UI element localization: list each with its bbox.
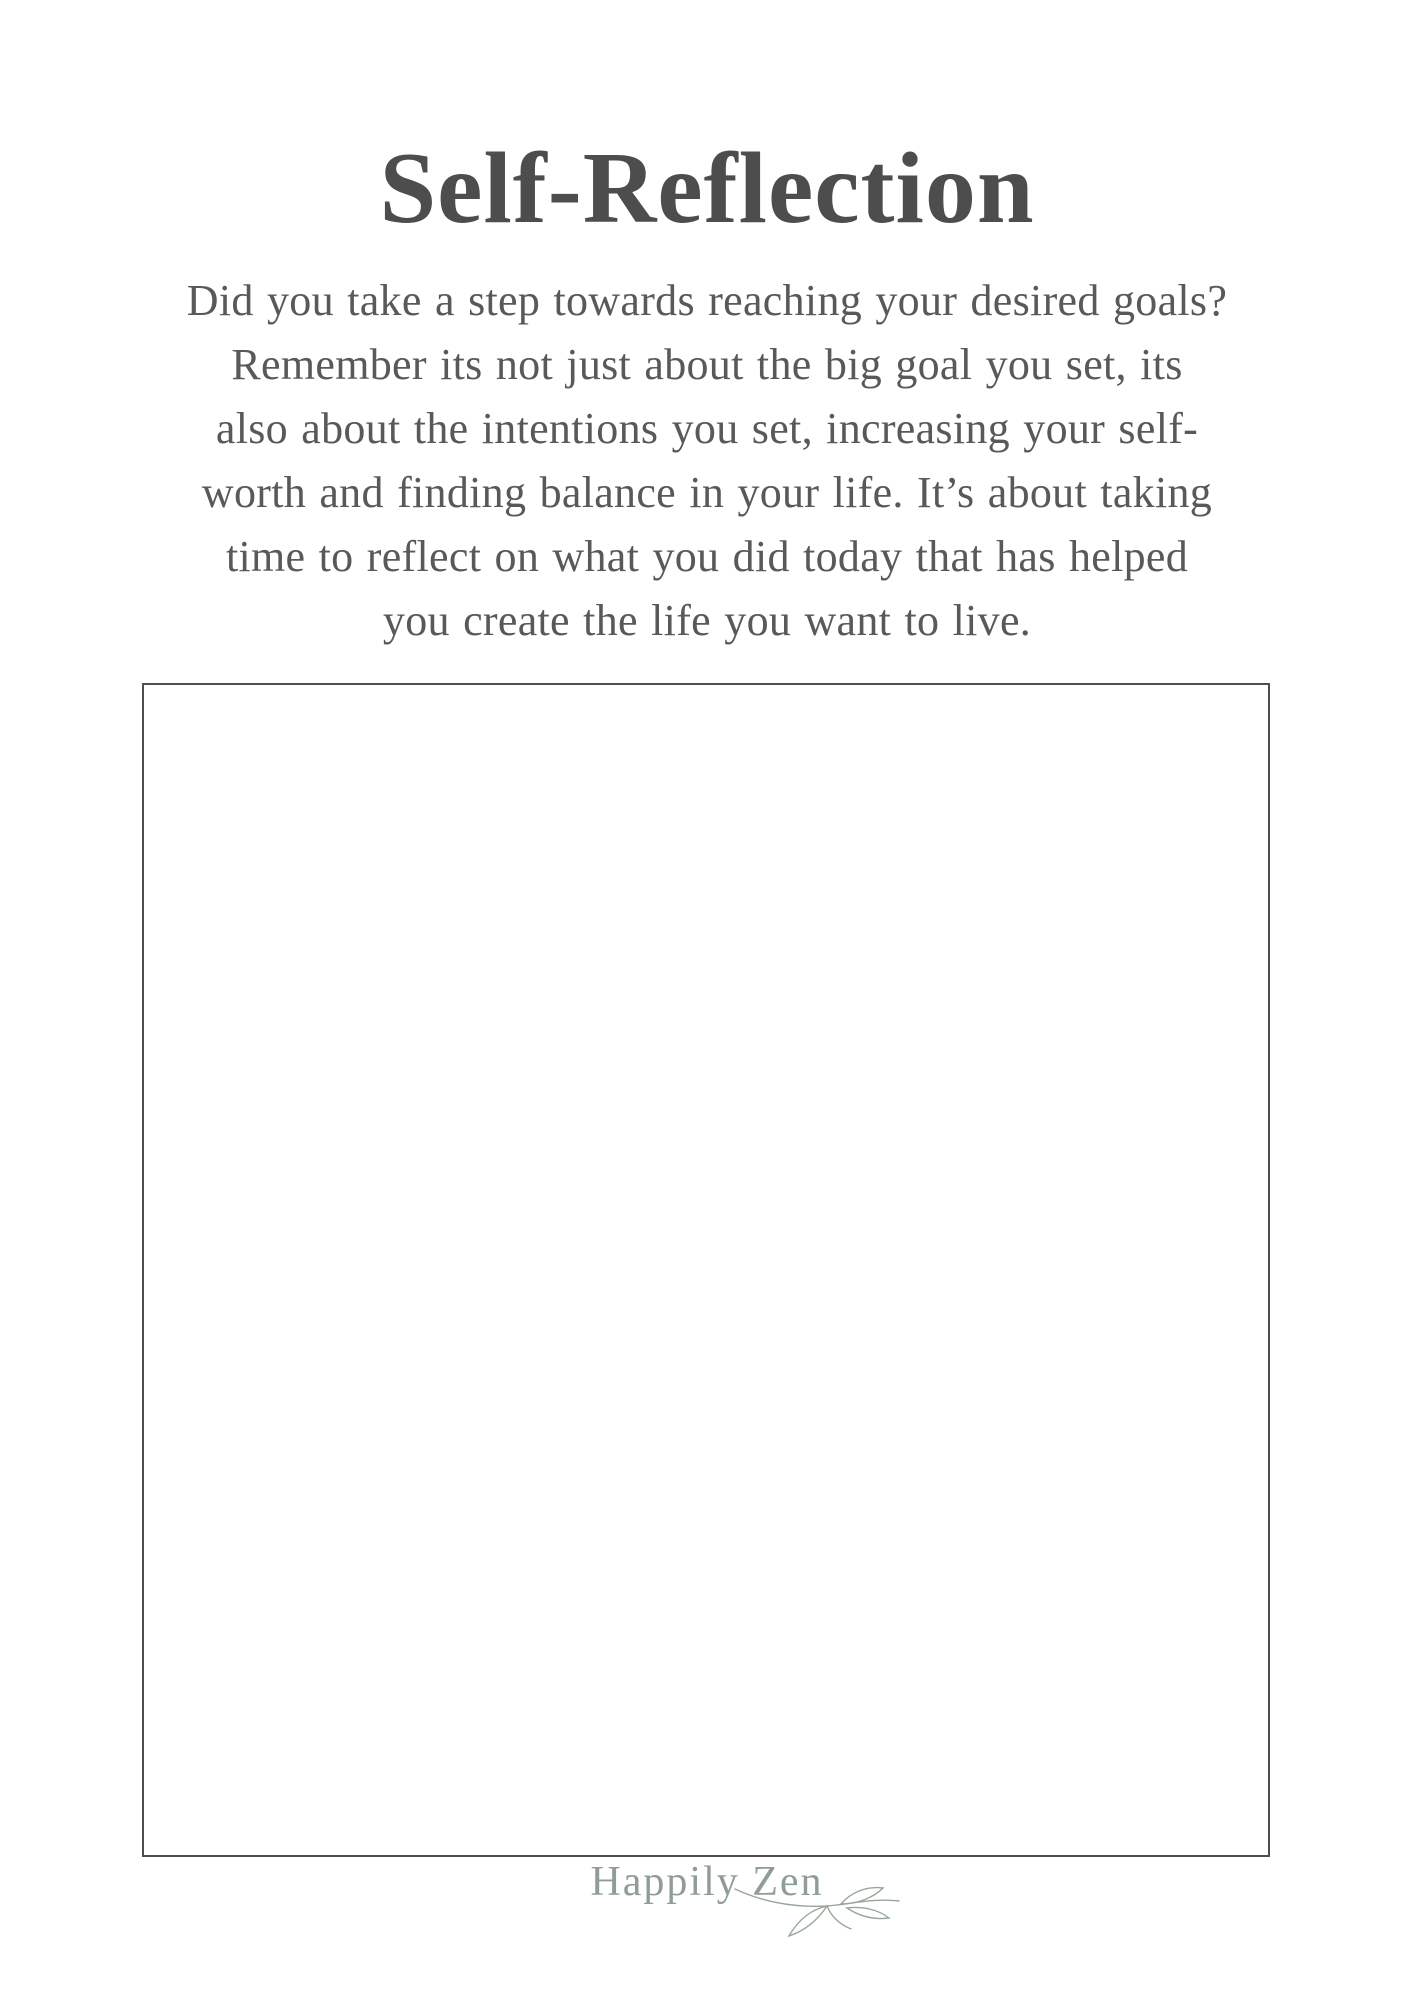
brand-name: Happily Zen <box>590 1859 824 1905</box>
intro-line: also about the intentions you set, increasing your self- <box>215 404 1199 453</box>
page-title: Self-Reflection <box>379 132 1035 245</box>
intro-paragraph <box>0 269 1414 653</box>
intro-line: worth and finding balance in your life. It’s about taking <box>201 468 1213 517</box>
brand-footer <box>0 1860 1414 1904</box>
intro-line: Did you take a step towards reaching your desired goals? <box>186 276 1228 325</box>
reflection-writing-box[interactable] <box>142 683 1270 1857</box>
intro-line: you create the life you want to live. <box>382 596 1032 645</box>
intro-line: Remember its not just about the big goal you set, its <box>231 340 1183 389</box>
intro-line: time to reflect on what you did today that has helped <box>225 532 1189 581</box>
